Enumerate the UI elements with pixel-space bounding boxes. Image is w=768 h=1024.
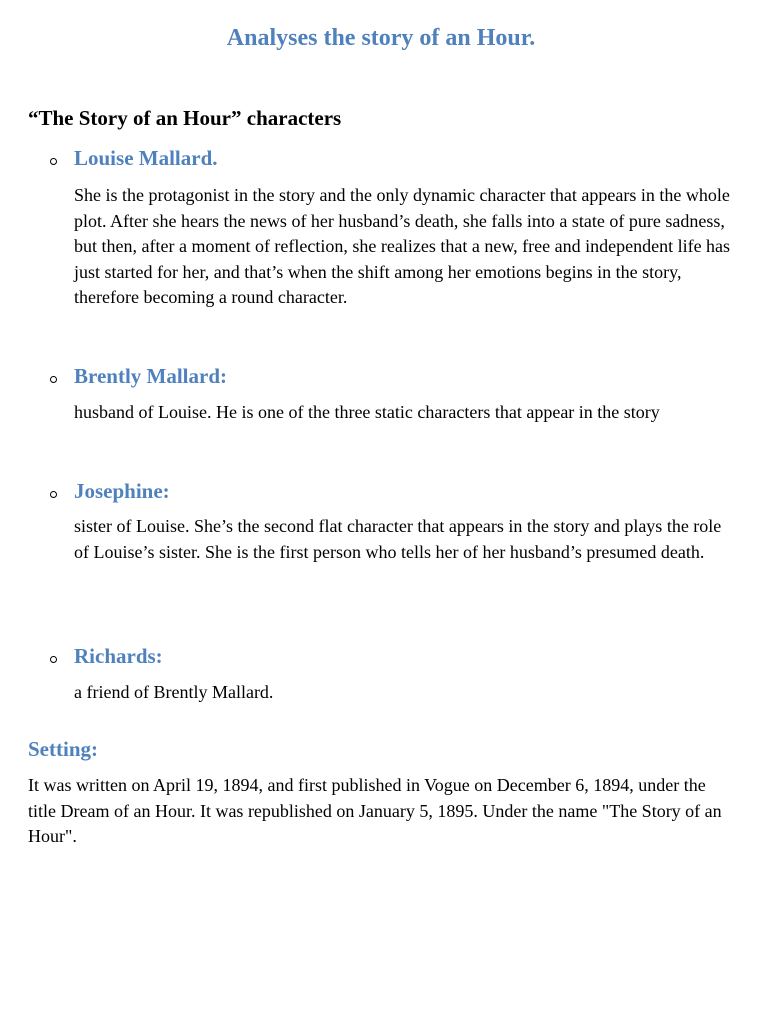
character-name: Louise Mallard. (74, 146, 218, 170)
character-description: sister of Louise. She’s the second flat character that appears in the story and plays the role of Louise’s sister. She is the first person who tells her of her husband’s presumed death. (74, 516, 722, 562)
document-title: Analyses the story of an Hour. (226, 25, 536, 51)
character-description: a friend of Brently Mallard. (74, 682, 274, 702)
characters-heading: “The Story of an Hour” characters (28, 106, 342, 130)
bullet-icon (50, 477, 60, 505)
bullet-icon (50, 642, 60, 670)
character-description: husband of Louise. He is one of the three static characters that appear in the story (74, 402, 660, 422)
bullet-icon (50, 144, 60, 172)
setting-heading: Setting: (28, 737, 98, 761)
bullet-icon (50, 362, 60, 390)
character-description: She is the protagonist in the story and the only dynamic character that appears in the whole plot. After she hears the news of her husband’s death, she falls into a state of pure sadness, but then, after a moment of reflection, she realizes that a new, free and independent life has just started for her, and that’s when the shift among her emotions begins in the story, therefore becoming a round character. (74, 185, 731, 307)
setting-paragraph: It was written on April 19, 1894, and first published in Vogue on December 6, 1894, under the title Dream of an Hour. It was republished on January 5, 1895. Under the name "The Story of an Hour". (28, 775, 722, 846)
character-name: Josephine: (74, 479, 170, 503)
character-name: Richards: (74, 644, 163, 668)
character-name: Brently Mallard: (74, 364, 228, 388)
